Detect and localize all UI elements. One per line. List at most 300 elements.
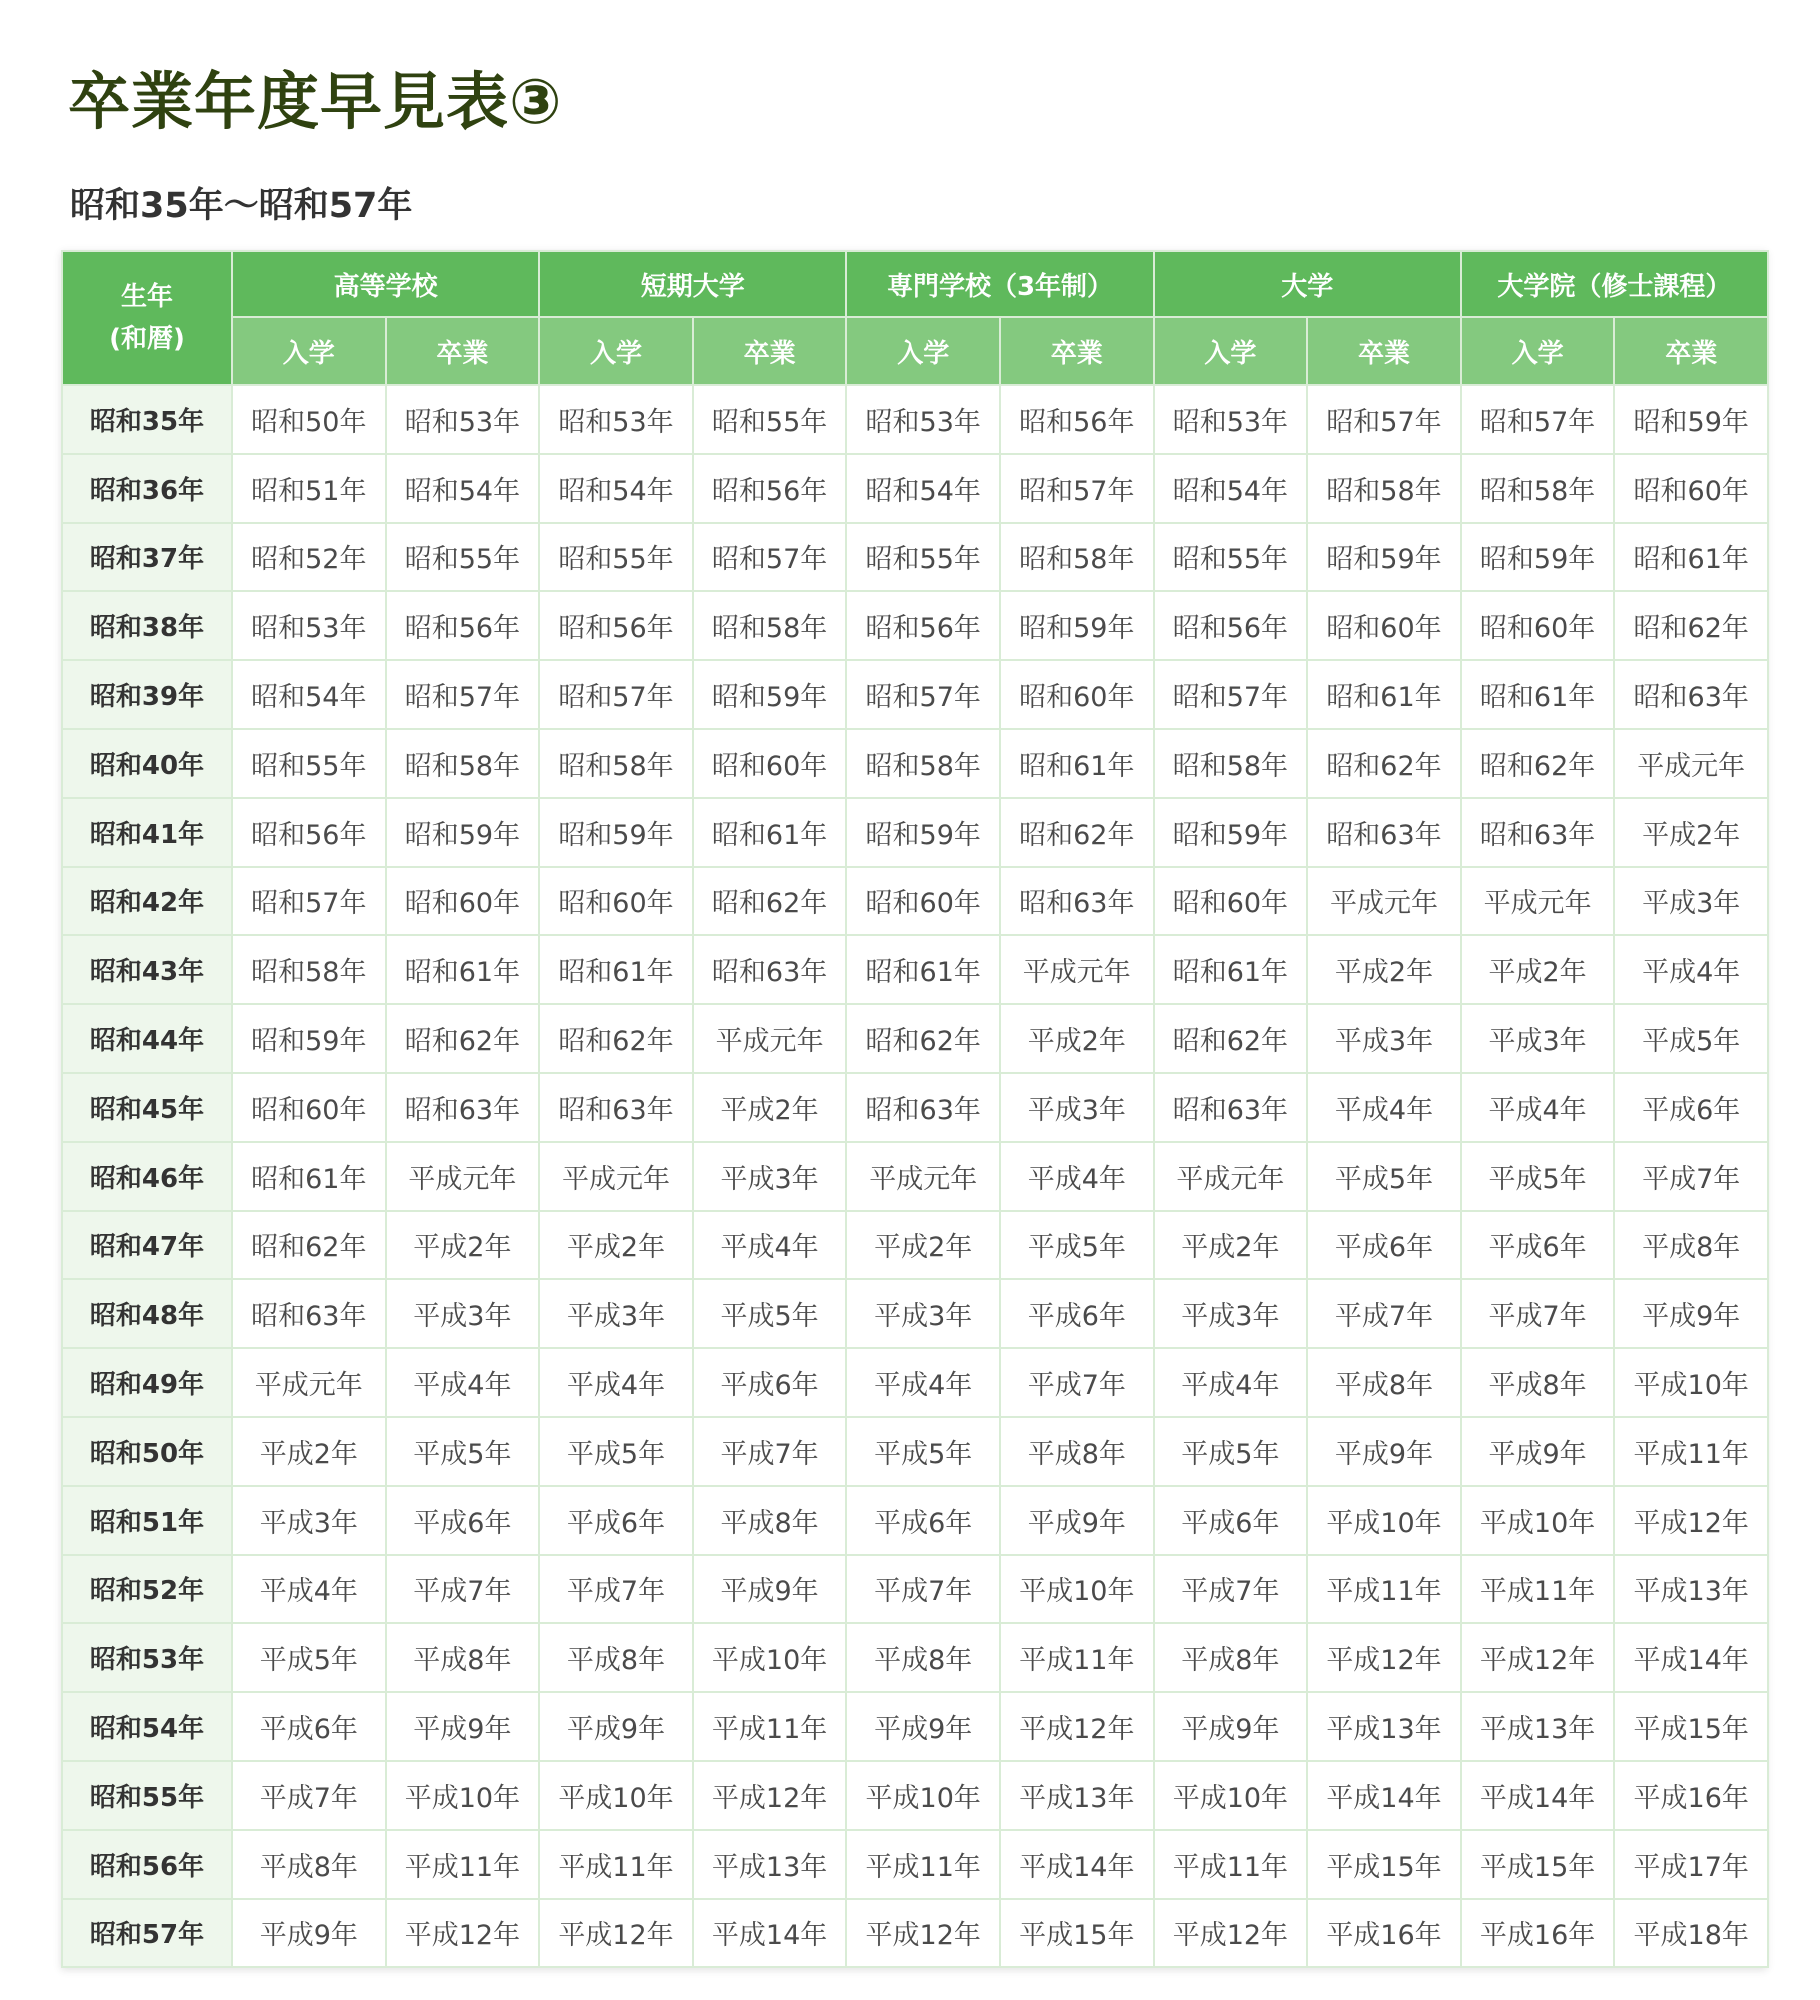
graduate-year-cell: 昭和53年 — [386, 385, 540, 454]
table-body — [62, 385, 1768, 1967]
enroll-year-cell: 昭和53年 — [846, 385, 1000, 454]
table-row — [62, 1899, 1768, 1968]
enroll-year-cell: 昭和56年 — [539, 591, 693, 660]
enroll-year-cell: 昭和59年 — [539, 798, 693, 867]
table-row — [62, 1417, 1768, 1486]
enroll-year-cell: 平成9年 — [1154, 1692, 1308, 1761]
enroll-year-cell: 昭和59年 — [232, 1004, 386, 1073]
graduate-year-cell: 昭和55年 — [693, 385, 847, 454]
enroll-year-cell: 平成2年 — [232, 1417, 386, 1486]
enroll-year-cell: 平成11年 — [1461, 1555, 1615, 1624]
birth-year-cell: 昭和55年 — [62, 1761, 232, 1830]
graduate-year-cell: 平成8年 — [1000, 1417, 1154, 1486]
enroll-year-cell: 平成12年 — [1154, 1899, 1308, 1968]
birth-year-cell: 昭和50年 — [62, 1417, 232, 1486]
birth-year-header-line2: (和暦) — [109, 324, 185, 354]
graduate-year-cell: 平成6年 — [1614, 1073, 1768, 1142]
enroll-year-cell: 昭和53年 — [1154, 385, 1308, 454]
enroll-year-cell: 平成3年 — [1461, 1004, 1615, 1073]
birth-year-cell: 昭和41年 — [62, 798, 232, 867]
graduate-year-cell: 昭和59年 — [693, 660, 847, 729]
enroll-year-cell: 平成4年 — [846, 1348, 1000, 1417]
enroll-year-cell: 昭和63年 — [1461, 798, 1615, 867]
graduate-year-cell: 昭和63年 — [1000, 867, 1154, 936]
graduate-year-cell: 昭和58年 — [386, 729, 540, 798]
table-row — [62, 454, 1768, 523]
enroll-year-cell: 平成9年 — [846, 1692, 1000, 1761]
table-row — [62, 1142, 1768, 1211]
enroll-year-cell: 平成14年 — [1461, 1761, 1615, 1830]
enroll-year-cell: 平成12年 — [1461, 1623, 1615, 1692]
enroll-year-cell: 平成5年 — [846, 1417, 1000, 1486]
birth-year-cell: 昭和49年 — [62, 1348, 232, 1417]
enroll-year-cell: 平成15年 — [1461, 1830, 1615, 1899]
birth-year-header-line1: 生年 — [120, 282, 173, 312]
graduate-year-cell: 平成元年 — [1614, 729, 1768, 798]
group-header-row — [62, 251, 1768, 317]
graduation-year-table-container — [61, 250, 1767, 1968]
graduate-year-cell: 平成4年 — [1000, 1142, 1154, 1211]
enroll-year-cell: 平成元年 — [846, 1142, 1000, 1211]
graduate-year-cell: 昭和59年 — [1000, 591, 1154, 660]
graduate-year-cell: 平成5年 — [693, 1279, 847, 1348]
enroll-year-cell: 昭和54年 — [1154, 454, 1308, 523]
table-row — [62, 660, 1768, 729]
enroll-year-cell: 平成8年 — [846, 1623, 1000, 1692]
enroll-year-cell: 平成10年 — [539, 1761, 693, 1830]
table-row — [62, 1761, 1768, 1830]
enroll-year-cell: 平成11年 — [846, 1830, 1000, 1899]
enroll-year-cell: 昭和59年 — [1154, 798, 1308, 867]
enroll-year-cell: 昭和58年 — [1461, 454, 1615, 523]
enroll-year-cell: 昭和59年 — [1461, 523, 1615, 592]
enroll-year-cell: 昭和62年 — [1461, 729, 1615, 798]
enroll-year-cell: 平成8年 — [232, 1830, 386, 1899]
group-header-vocational-school: 専門学校（3年制） — [846, 251, 1153, 317]
graduate-year-cell: 平成4年 — [1307, 1073, 1461, 1142]
graduation-year-table — [61, 250, 1769, 1968]
graduate-year-cell: 平成12年 — [1307, 1623, 1461, 1692]
graduate-year-cell: 平成11年 — [386, 1830, 540, 1899]
graduate-year-cell: 平成13年 — [693, 1830, 847, 1899]
graduate-year-cell: 昭和61年 — [693, 798, 847, 867]
enroll-year-cell: 昭和53年 — [539, 385, 693, 454]
birth-year-cell: 昭和35年 — [62, 385, 232, 454]
graduate-year-cell: 平成3年 — [693, 1142, 847, 1211]
sub-header-graduate: 卒業 — [1307, 317, 1461, 385]
enroll-year-cell: 平成10年 — [846, 1761, 1000, 1830]
enroll-year-cell: 昭和53年 — [232, 591, 386, 660]
enroll-year-cell: 昭和61年 — [232, 1142, 386, 1211]
enroll-year-cell: 平成2年 — [1461, 935, 1615, 1004]
table-row — [62, 1348, 1768, 1417]
sub-header-enroll: 入学 — [1461, 317, 1615, 385]
enroll-year-cell: 昭和50年 — [232, 385, 386, 454]
graduate-year-cell: 平成11年 — [1307, 1555, 1461, 1624]
graduate-year-cell: 昭和60年 — [1000, 660, 1154, 729]
enroll-year-cell: 昭和58年 — [1154, 729, 1308, 798]
enroll-year-cell: 平成3年 — [846, 1279, 1000, 1348]
graduate-year-cell: 昭和56年 — [1000, 385, 1154, 454]
table-row — [62, 1692, 1768, 1761]
graduate-year-cell: 平成16年 — [1614, 1761, 1768, 1830]
enroll-year-cell: 平成5年 — [1461, 1142, 1615, 1211]
enroll-year-cell: 昭和54年 — [539, 454, 693, 523]
enroll-year-cell: 平成2年 — [1154, 1211, 1308, 1280]
page-title: 卒業年度早見表③ — [68, 65, 563, 138]
enroll-year-cell: 平成元年 — [232, 1348, 386, 1417]
graduate-year-cell: 平成5年 — [386, 1417, 540, 1486]
graduate-year-cell: 平成5年 — [1000, 1211, 1154, 1280]
graduate-year-cell: 昭和58年 — [1000, 523, 1154, 592]
graduate-year-cell: 平成6年 — [386, 1486, 540, 1555]
table-row — [62, 798, 1768, 867]
graduate-year-cell: 平成12年 — [693, 1761, 847, 1830]
sub-header-graduate: 卒業 — [386, 317, 540, 385]
enroll-year-cell: 平成元年 — [1154, 1142, 1308, 1211]
graduate-year-cell: 平成14年 — [1307, 1761, 1461, 1830]
graduate-year-cell: 平成10年 — [386, 1761, 540, 1830]
graduate-year-cell: 平成2年 — [1307, 935, 1461, 1004]
graduate-year-cell: 昭和62年 — [386, 1004, 540, 1073]
enroll-year-cell: 平成12年 — [846, 1899, 1000, 1968]
graduate-year-cell: 昭和62年 — [1614, 591, 1768, 660]
graduate-year-cell: 平成元年 — [693, 1004, 847, 1073]
graduate-year-cell: 平成10年 — [1307, 1486, 1461, 1555]
sub-header-enroll: 入学 — [232, 317, 386, 385]
enroll-year-cell: 昭和55年 — [846, 523, 1000, 592]
graduate-year-cell: 平成元年 — [386, 1142, 540, 1211]
graduate-year-cell: 平成12年 — [1000, 1692, 1154, 1761]
enroll-year-cell: 昭和57年 — [539, 660, 693, 729]
graduate-year-cell: 平成12年 — [386, 1899, 540, 1968]
enroll-year-cell: 昭和63年 — [1154, 1073, 1308, 1142]
graduate-year-cell: 昭和63年 — [386, 1073, 540, 1142]
enroll-year-cell: 平成元年 — [1461, 867, 1615, 936]
enroll-year-cell: 昭和58年 — [232, 935, 386, 1004]
graduate-year-cell: 昭和59年 — [1614, 385, 1768, 454]
group-header-graduate-school: 大学院（修士課程） — [1461, 251, 1768, 317]
graduate-year-cell: 平成2年 — [386, 1211, 540, 1280]
enroll-year-cell: 平成7年 — [846, 1555, 1000, 1624]
graduate-year-cell: 平成4年 — [693, 1211, 847, 1280]
enroll-year-cell: 昭和57年 — [232, 867, 386, 936]
graduate-year-cell: 昭和60年 — [1614, 454, 1768, 523]
enroll-year-cell: 昭和56年 — [232, 798, 386, 867]
enroll-year-cell: 昭和62年 — [846, 1004, 1000, 1073]
enroll-year-cell: 昭和54年 — [846, 454, 1000, 523]
sub-header-graduate: 卒業 — [1000, 317, 1154, 385]
graduate-year-cell: 昭和55年 — [386, 523, 540, 592]
graduate-year-cell: 昭和54年 — [386, 454, 540, 523]
enroll-year-cell: 昭和58年 — [539, 729, 693, 798]
graduate-year-cell: 昭和58年 — [693, 591, 847, 660]
graduate-year-cell: 平成15年 — [1614, 1692, 1768, 1761]
enroll-year-cell: 昭和57年 — [846, 660, 1000, 729]
enroll-year-cell: 平成9年 — [539, 1692, 693, 1761]
enroll-year-cell: 昭和61年 — [1461, 660, 1615, 729]
enroll-year-cell: 平成12年 — [539, 1899, 693, 1968]
birth-year-cell: 昭和40年 — [62, 729, 232, 798]
graduate-year-cell: 平成9年 — [1614, 1279, 1768, 1348]
graduate-year-cell: 平成4年 — [1614, 935, 1768, 1004]
sub-header-row — [62, 317, 1768, 385]
graduate-year-cell: 平成8年 — [693, 1486, 847, 1555]
birth-year-cell: 昭和52年 — [62, 1555, 232, 1624]
page-subtitle: 昭和35年～昭和57年 — [70, 186, 413, 226]
graduate-year-cell: 昭和62年 — [1307, 729, 1461, 798]
birth-year-cell: 昭和46年 — [62, 1142, 232, 1211]
enroll-year-cell: 平成16年 — [1461, 1899, 1615, 1968]
graduate-year-cell: 平成14年 — [1614, 1623, 1768, 1692]
table-row — [62, 591, 1768, 660]
graduate-year-cell: 平成16年 — [1307, 1899, 1461, 1968]
enroll-year-cell: 昭和61年 — [1154, 935, 1308, 1004]
enroll-year-cell: 平成8年 — [1154, 1623, 1308, 1692]
enroll-year-cell: 平成7年 — [1154, 1555, 1308, 1624]
graduate-year-cell: 平成14年 — [693, 1899, 847, 1968]
enroll-year-cell: 平成3年 — [539, 1279, 693, 1348]
enroll-year-cell: 昭和55年 — [1154, 523, 1308, 592]
graduate-year-cell: 平成8年 — [1307, 1348, 1461, 1417]
birth-year-cell: 昭和36年 — [62, 454, 232, 523]
graduate-year-cell: 平成10年 — [1000, 1555, 1154, 1624]
graduate-year-cell: 平成3年 — [1000, 1073, 1154, 1142]
graduate-year-cell: 平成7年 — [386, 1555, 540, 1624]
enroll-year-cell: 昭和63年 — [846, 1073, 1000, 1142]
table-row — [62, 867, 1768, 936]
table-row — [62, 1830, 1768, 1899]
graduate-year-cell: 平成3年 — [1307, 1004, 1461, 1073]
graduate-year-cell: 平成5年 — [1614, 1004, 1768, 1073]
enroll-year-cell: 平成5年 — [232, 1623, 386, 1692]
enroll-year-cell: 平成2年 — [539, 1211, 693, 1280]
graduate-year-cell: 平成10年 — [693, 1623, 847, 1692]
graduate-year-cell: 平成9年 — [1307, 1417, 1461, 1486]
graduate-year-cell: 平成18年 — [1614, 1899, 1768, 1968]
enroll-year-cell: 平成3年 — [1154, 1279, 1308, 1348]
graduate-year-cell: 昭和56年 — [386, 591, 540, 660]
sub-header-enroll: 入学 — [1154, 317, 1308, 385]
birth-year-cell: 昭和42年 — [62, 867, 232, 936]
enroll-year-cell: 平成4年 — [232, 1555, 386, 1624]
birth-year-cell: 昭和56年 — [62, 1830, 232, 1899]
birth-year-cell: 昭和51年 — [62, 1486, 232, 1555]
graduate-year-cell: 平成14年 — [1000, 1830, 1154, 1899]
enroll-year-cell: 平成7年 — [1461, 1279, 1615, 1348]
birth-year-cell: 昭和45年 — [62, 1073, 232, 1142]
graduate-year-cell: 平成13年 — [1307, 1692, 1461, 1761]
enroll-year-cell: 昭和62年 — [539, 1004, 693, 1073]
graduate-year-cell: 平成6年 — [1307, 1211, 1461, 1280]
enroll-year-cell: 平成8年 — [539, 1623, 693, 1692]
enroll-year-cell: 昭和62年 — [232, 1211, 386, 1280]
graduate-year-cell: 昭和63年 — [693, 935, 847, 1004]
graduate-year-cell: 昭和62年 — [1000, 798, 1154, 867]
table-row — [62, 523, 1768, 592]
sub-header-enroll: 入学 — [539, 317, 693, 385]
table-row — [62, 1279, 1768, 1348]
group-header-high-school: 高等学校 — [232, 251, 539, 317]
graduate-year-cell: 平成10年 — [1614, 1348, 1768, 1417]
table-row — [62, 1073, 1768, 1142]
sub-header-graduate: 卒業 — [693, 317, 847, 385]
graduate-year-cell: 昭和63年 — [1614, 660, 1768, 729]
graduate-year-cell: 昭和57年 — [386, 660, 540, 729]
enroll-year-cell: 平成6年 — [539, 1486, 693, 1555]
graduate-year-cell: 平成12年 — [1614, 1486, 1768, 1555]
graduate-year-cell: 平成7年 — [1000, 1348, 1154, 1417]
table-row — [62, 935, 1768, 1004]
graduate-year-cell: 昭和61年 — [1000, 729, 1154, 798]
enroll-year-cell: 昭和57年 — [1461, 385, 1615, 454]
graduate-year-cell: 平成2年 — [693, 1073, 847, 1142]
table-row — [62, 1623, 1768, 1692]
enroll-year-cell: 昭和63年 — [539, 1073, 693, 1142]
graduate-year-cell: 平成11年 — [1614, 1417, 1768, 1486]
graduate-year-cell: 平成13年 — [1614, 1555, 1768, 1624]
graduate-year-cell: 昭和60年 — [693, 729, 847, 798]
graduate-year-cell: 昭和57年 — [1307, 385, 1461, 454]
enroll-year-cell: 昭和51年 — [232, 454, 386, 523]
birth-year-cell: 昭和53年 — [62, 1623, 232, 1692]
graduate-year-cell: 昭和59年 — [386, 798, 540, 867]
graduate-year-cell: 平成9年 — [693, 1555, 847, 1624]
enroll-year-cell: 平成6年 — [232, 1692, 386, 1761]
table-row — [62, 1486, 1768, 1555]
birth-year-cell: 昭和38年 — [62, 591, 232, 660]
enroll-year-cell: 昭和52年 — [232, 523, 386, 592]
enroll-year-cell: 平成4年 — [1461, 1073, 1615, 1142]
birth-year-header — [62, 251, 232, 385]
birth-year-cell: 昭和54年 — [62, 1692, 232, 1761]
enroll-year-cell: 平成2年 — [846, 1211, 1000, 1280]
enroll-year-cell: 平成10年 — [1461, 1486, 1615, 1555]
enroll-year-cell: 平成5年 — [1154, 1417, 1308, 1486]
graduate-year-cell: 平成3年 — [1614, 867, 1768, 936]
birth-year-cell: 昭和37年 — [62, 523, 232, 592]
graduate-year-cell: 平成6年 — [1000, 1279, 1154, 1348]
graduate-year-cell: 昭和57年 — [1000, 454, 1154, 523]
graduate-year-cell: 昭和61年 — [1307, 660, 1461, 729]
enroll-year-cell: 昭和57年 — [1154, 660, 1308, 729]
enroll-year-cell: 昭和55年 — [539, 523, 693, 592]
graduate-year-cell: 平成3年 — [386, 1279, 540, 1348]
enroll-year-cell: 平成7年 — [539, 1555, 693, 1624]
graduate-year-cell: 平成15年 — [1307, 1830, 1461, 1899]
graduate-year-cell: 平成7年 — [1614, 1142, 1768, 1211]
enroll-year-cell: 平成11年 — [539, 1830, 693, 1899]
enroll-year-cell: 平成10年 — [1154, 1761, 1308, 1830]
enroll-year-cell: 昭和60年 — [1154, 867, 1308, 936]
table-header — [62, 251, 1768, 385]
enroll-year-cell: 昭和60年 — [539, 867, 693, 936]
graduate-year-cell: 昭和56年 — [693, 454, 847, 523]
enroll-year-cell: 昭和59年 — [846, 798, 1000, 867]
enroll-year-cell: 平成6年 — [1154, 1486, 1308, 1555]
enroll-year-cell: 平成5年 — [539, 1417, 693, 1486]
birth-year-cell: 昭和47年 — [62, 1211, 232, 1280]
graduate-year-cell: 平成8年 — [386, 1623, 540, 1692]
graduate-year-cell: 昭和59年 — [1307, 523, 1461, 592]
enroll-year-cell: 平成9年 — [1461, 1417, 1615, 1486]
table-row — [62, 1555, 1768, 1624]
graduate-year-cell: 昭和60年 — [1307, 591, 1461, 660]
graduate-year-cell: 平成7年 — [693, 1417, 847, 1486]
table-row — [62, 1211, 1768, 1280]
birth-year-cell: 昭和57年 — [62, 1899, 232, 1968]
table-row — [62, 385, 1768, 454]
graduate-year-cell: 平成6年 — [693, 1348, 847, 1417]
enroll-year-cell: 平成9年 — [232, 1899, 386, 1968]
enroll-year-cell: 平成4年 — [1154, 1348, 1308, 1417]
graduate-year-cell: 平成9年 — [1000, 1486, 1154, 1555]
enroll-year-cell: 昭和54年 — [232, 660, 386, 729]
sub-header-graduate: 卒業 — [1614, 317, 1768, 385]
enroll-year-cell: 昭和63年 — [232, 1279, 386, 1348]
graduate-year-cell: 平成11年 — [693, 1692, 847, 1761]
enroll-year-cell: 平成13年 — [1461, 1692, 1615, 1761]
graduate-year-cell: 昭和61年 — [1614, 523, 1768, 592]
enroll-year-cell: 平成7年 — [232, 1761, 386, 1830]
graduate-year-cell: 平成元年 — [1307, 867, 1461, 936]
enroll-year-cell: 平成11年 — [1154, 1830, 1308, 1899]
birth-year-cell: 昭和48年 — [62, 1279, 232, 1348]
enroll-year-cell: 昭和62年 — [1154, 1004, 1308, 1073]
enroll-year-cell: 昭和60年 — [846, 867, 1000, 936]
graduate-year-cell: 昭和61年 — [386, 935, 540, 1004]
enroll-year-cell: 昭和61年 — [846, 935, 1000, 1004]
enroll-year-cell: 平成8年 — [1461, 1348, 1615, 1417]
enroll-year-cell: 昭和61年 — [539, 935, 693, 1004]
graduate-year-cell: 平成7年 — [1307, 1279, 1461, 1348]
graduate-year-cell: 昭和58年 — [1307, 454, 1461, 523]
enroll-year-cell: 昭和56年 — [846, 591, 1000, 660]
enroll-year-cell: 平成3年 — [232, 1486, 386, 1555]
graduate-year-cell: 平成11年 — [1000, 1623, 1154, 1692]
graduate-year-cell: 平成9年 — [386, 1692, 540, 1761]
enroll-year-cell: 昭和56年 — [1154, 591, 1308, 660]
graduate-year-cell: 平成4年 — [386, 1348, 540, 1417]
enroll-year-cell: 平成6年 — [846, 1486, 1000, 1555]
enroll-year-cell: 平成元年 — [539, 1142, 693, 1211]
enroll-year-cell: 昭和60年 — [232, 1073, 386, 1142]
enroll-year-cell: 昭和60年 — [1461, 591, 1615, 660]
graduate-year-cell: 平成13年 — [1000, 1761, 1154, 1830]
graduate-year-cell: 昭和63年 — [1307, 798, 1461, 867]
graduate-year-cell: 平成元年 — [1000, 935, 1154, 1004]
graduate-year-cell: 平成17年 — [1614, 1830, 1768, 1899]
group-header-university: 大学 — [1154, 251, 1461, 317]
group-header-junior-college: 短期大学 — [539, 251, 846, 317]
graduate-year-cell: 平成8年 — [1614, 1211, 1768, 1280]
enroll-year-cell: 平成4年 — [539, 1348, 693, 1417]
table-row — [62, 729, 1768, 798]
graduate-year-cell: 平成15年 — [1000, 1899, 1154, 1968]
graduate-year-cell: 平成2年 — [1000, 1004, 1154, 1073]
graduate-year-cell: 昭和60年 — [386, 867, 540, 936]
birth-year-cell: 昭和43年 — [62, 935, 232, 1004]
enroll-year-cell: 平成6年 — [1461, 1211, 1615, 1280]
graduate-year-cell: 平成5年 — [1307, 1142, 1461, 1211]
table-row — [62, 1004, 1768, 1073]
sub-header-enroll: 入学 — [846, 317, 1000, 385]
graduate-year-cell: 昭和62年 — [693, 867, 847, 936]
enroll-year-cell: 昭和58年 — [846, 729, 1000, 798]
birth-year-cell: 昭和39年 — [62, 660, 232, 729]
birth-year-cell: 昭和44年 — [62, 1004, 232, 1073]
enroll-year-cell: 昭和55年 — [232, 729, 386, 798]
